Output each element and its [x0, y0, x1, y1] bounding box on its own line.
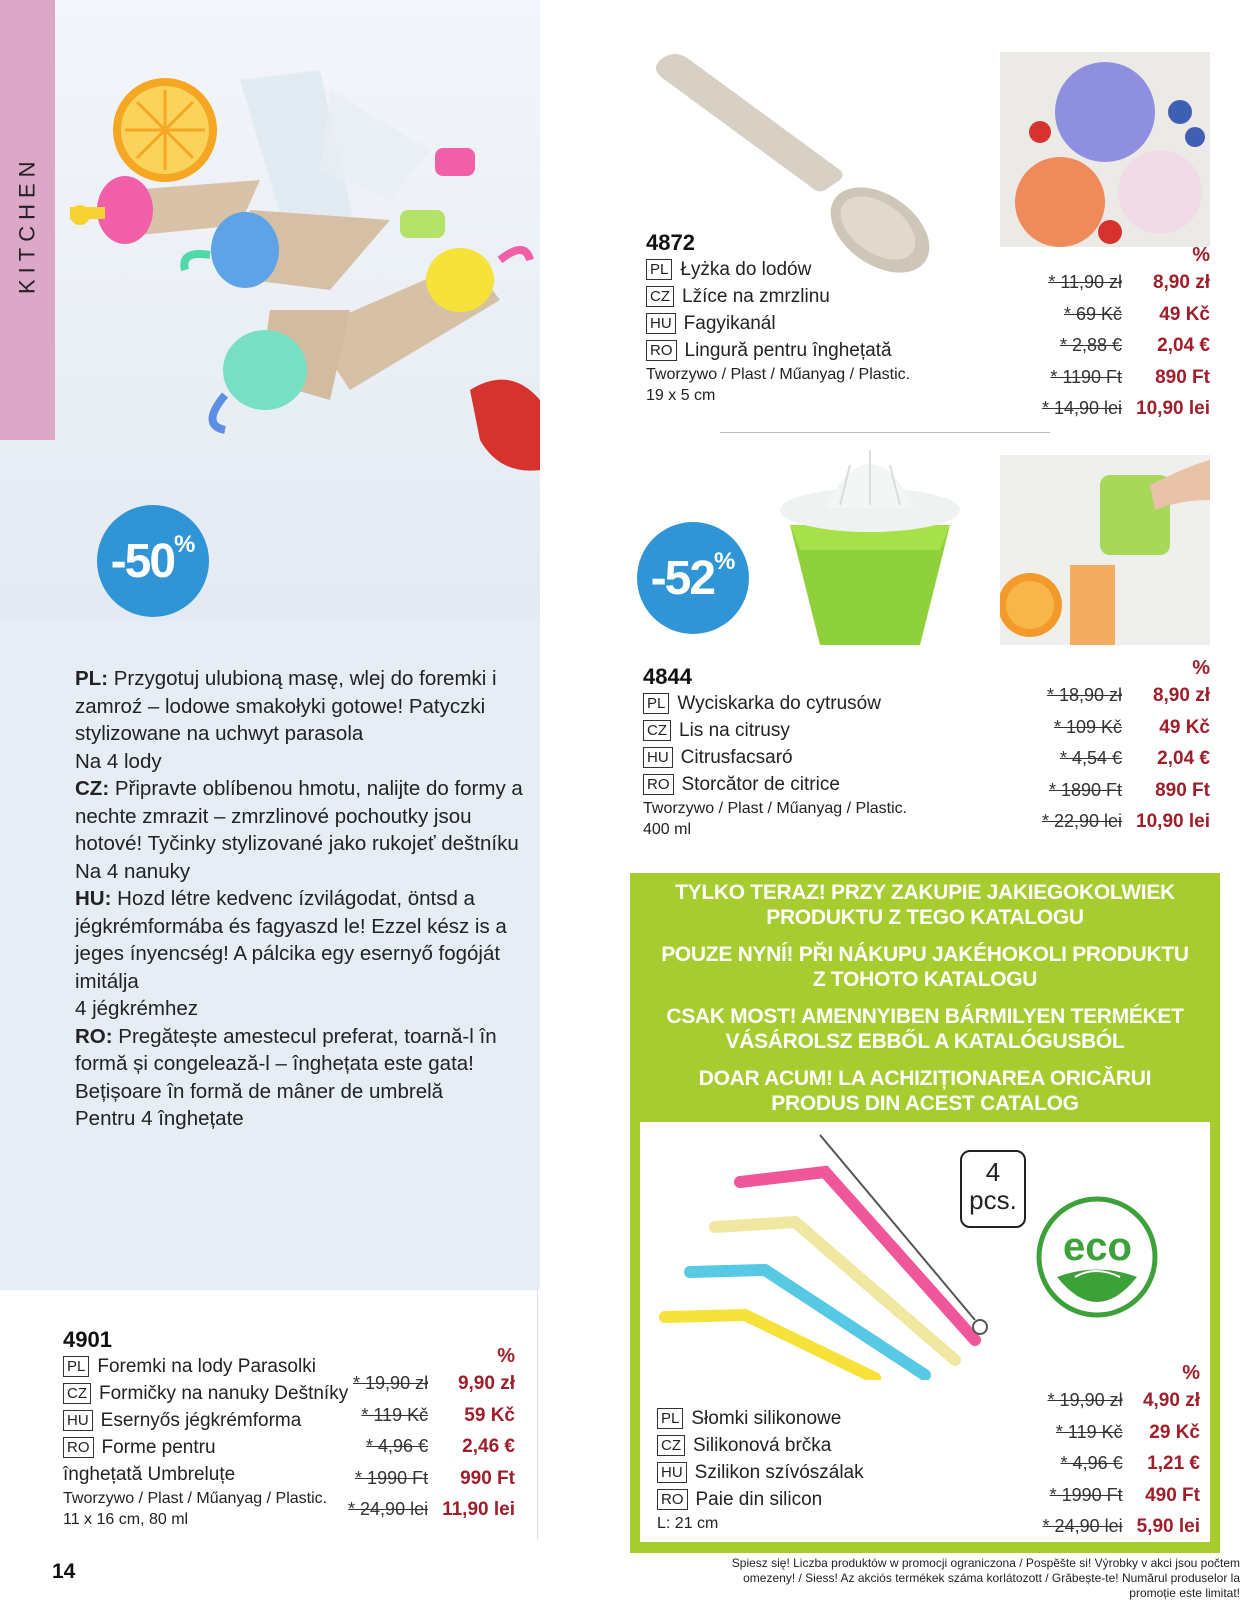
- lang-box: HU: [63, 1410, 93, 1431]
- popsicle-molds-photo: [0, 0, 540, 620]
- lang-box: PL: [657, 1408, 683, 1429]
- old-price: * 69 Kč: [1064, 303, 1123, 324]
- promo-line: PRODUKTU Z TEGO KATALOGU: [766, 906, 1084, 929]
- product-name: Silikonová brčka: [693, 1434, 832, 1456]
- new-price: 9,90 zł: [457, 1373, 515, 1394]
- percent-sign: %: [497, 1345, 515, 1367]
- lang-box: PL: [646, 259, 672, 280]
- product-name: Lžíce na zmrzlinu: [682, 285, 830, 307]
- name-row: [643, 690, 963, 717]
- old-price: * 4,96 €: [1060, 1453, 1123, 1473]
- lang-label-ro: RO:: [75, 1024, 113, 1048]
- product-name: Citrusfacsaró: [680, 746, 793, 768]
- old-price: * 119 Kč: [361, 1404, 429, 1425]
- product-name: Paie din silicon: [695, 1488, 823, 1510]
- price-table: [1025, 680, 1210, 838]
- price-table: [1025, 267, 1210, 425]
- page-number: 14: [52, 1560, 76, 1583]
- new-price: 29 Kč: [1149, 1421, 1200, 1443]
- description-hu: [75, 885, 525, 995]
- new-price: 2,04 €: [1157, 335, 1210, 356]
- lang-box: RO: [646, 340, 677, 361]
- product-name: Wyciskarka do cytrusów: [677, 692, 881, 714]
- ice-cream-photo: [1000, 52, 1210, 247]
- lang-box: CZ: [643, 720, 671, 741]
- lang-box: HU: [657, 1462, 687, 1483]
- percent-sign: %: [1192, 657, 1210, 679]
- name-row: [657, 1405, 977, 1432]
- old-price: * 22,90 lei: [1041, 811, 1123, 831]
- name-row: [646, 310, 966, 337]
- new-price: 4,90 zł: [1142, 1390, 1200, 1411]
- percent-sign: %: [1182, 1362, 1200, 1384]
- new-price: 8,90 zł: [1152, 685, 1210, 706]
- percent-sign: %: [1192, 244, 1210, 266]
- description-qty-hu: 4 jégkrémhez: [75, 997, 199, 1020]
- product-names: [63, 1353, 353, 1488]
- lang-box: RO: [63, 1437, 94, 1458]
- name-row: [646, 283, 966, 310]
- new-price: 2,04 €: [1157, 748, 1210, 769]
- pieces-label: pcs.: [969, 1185, 1017, 1215]
- discount-number: -52: [650, 551, 715, 605]
- product-code: 4901: [63, 1327, 112, 1352]
- new-price: 990 Ft: [460, 1467, 515, 1489]
- new-price: 2,46 €: [462, 1436, 515, 1457]
- citrus-juicer-photo: [770, 440, 970, 650]
- discount-badge-52: [637, 522, 749, 634]
- eco-icon: [1035, 1195, 1160, 1320]
- discount-percent-sign: %: [174, 531, 196, 558]
- lang-box: CZ: [657, 1435, 685, 1456]
- juicer-use-photo: [1000, 455, 1210, 645]
- product-size: 19 x 5 cm: [646, 387, 716, 404]
- lang-box: HU: [643, 747, 673, 768]
- lang-box: HU: [646, 313, 676, 334]
- old-price: * 24,90 lei: [348, 1499, 429, 1519]
- lang-box: RO: [643, 774, 674, 795]
- name-row: [646, 256, 966, 283]
- new-price: 890 Ft: [1155, 366, 1210, 388]
- product-material: Tworzywo / Plast / Műanyag / Plastic.: [63, 1490, 328, 1507]
- lang-label-cz: CZ:: [75, 777, 110, 800]
- discount-number: -50: [110, 534, 175, 588]
- new-price: 1,21 €: [1147, 1453, 1200, 1474]
- old-price: * 24,90 lei: [1042, 1516, 1123, 1536]
- product-4872-prices: [1025, 244, 1210, 425]
- name-row: [643, 771, 963, 798]
- promo-line: Z TOHOTO KATALOGU: [812, 968, 1038, 991]
- product-name: Lis na citrusy: [679, 719, 790, 741]
- product-material: Tworzywo / Plast / Műanyag / Plastic.: [646, 366, 911, 383]
- footer-disclaimer: Spiesz się! Liczba produktów w promocji ograniczona / Pospěšte si! Výrobky v akci jsou počtem omezeny! / Siess! Az akciós termékek száma korlátozott / Grăbește-te! Numărul produselor la promoție este limitat!: [731, 1556, 1240, 1600]
- new-price: 890 Ft: [1155, 779, 1210, 801]
- product-name: Lingură pentru înghețată: [684, 339, 892, 361]
- product-name: Foremki na lody Parasolki: [97, 1355, 316, 1377]
- old-price: * 18,90 zł: [1046, 685, 1123, 705]
- new-price: 49 Kč: [1159, 303, 1210, 325]
- old-price: * 11,90 zł: [1048, 272, 1123, 292]
- product-name: Formičky na nanuky Deštníky: [99, 1382, 349, 1404]
- promo-line: CSAK MOST! AMENNYIBEN BÁRMILYEN TERMÉKET: [666, 1005, 1184, 1028]
- description-ro: [75, 1023, 525, 1106]
- description-qty-pl: Na 4 lody: [75, 749, 162, 773]
- product-name: Fagyikanál: [683, 312, 776, 334]
- description-cz: [75, 775, 525, 858]
- old-price: * 1990 Ft: [355, 1467, 429, 1488]
- new-price: 5,90 lei: [1136, 1516, 1200, 1537]
- product-4844-info: [643, 664, 963, 840]
- old-price: * 19,90 zł: [353, 1373, 429, 1393]
- description-qty-ro: Pentru 4 înghețate: [75, 1107, 244, 1130]
- name-row: [657, 1459, 977, 1486]
- name-row: [643, 744, 963, 771]
- lang-box: RO: [657, 1489, 688, 1510]
- price-table: [1010, 1385, 1200, 1543]
- column-divider: [537, 1290, 538, 1540]
- description-text-pl: Przygotuj ulubioną masę, wlej do foremki i zamroź – lodowe smakołyki gotowe! Patyczki stylizowane na uchwyt parasola: [75, 667, 497, 745]
- promo-line: PRODUS DIN ACEST CATALOG: [771, 1092, 1079, 1115]
- old-price: * 4,54 €: [1059, 748, 1123, 768]
- new-price: 49 Kč: [1159, 716, 1210, 738]
- product-code: 4844: [643, 664, 692, 689]
- name-row: [657, 1486, 977, 1513]
- old-price: * 119 Kč: [1055, 1421, 1123, 1442]
- pieces-count-badge: [960, 1150, 1026, 1228]
- lang-box: PL: [643, 693, 669, 714]
- name-row: [643, 717, 963, 744]
- promo-line: VÁSÁROLSZ EBBŐL A KATALÓGUSBÓL: [725, 1030, 1125, 1053]
- promo-headline: [630, 880, 1220, 1116]
- product-name: Storcător de citrice: [681, 773, 840, 795]
- description-qty-cz: Na 4 nanuky: [75, 859, 191, 883]
- product-name: Esernyős jégkrémforma: [100, 1409, 302, 1431]
- discount-badge-50: [97, 505, 209, 617]
- product-name: Forme pentru: [101, 1436, 216, 1458]
- product-size: L: 21 cm: [657, 1515, 719, 1532]
- lang-label-hu: HU:: [75, 887, 112, 910]
- price-table: [340, 1368, 515, 1526]
- separator-line: [720, 432, 1050, 433]
- product-size: 11 x 16 cm, 80 ml: [63, 1511, 189, 1528]
- old-price: * 1890 Ft: [1049, 779, 1123, 800]
- description-text-cz: Připravte oblíbenou hmotu, nalijte do formy a nechte zmrazit – zmrzlinové pochoutky jsou hotové! Tyčinky stylizované jako rukojeť deštníku: [75, 777, 523, 855]
- pieces-number: 4: [985, 1157, 1001, 1187]
- lang-box: PL: [63, 1356, 89, 1377]
- product-name: Słomki silikonowe: [691, 1407, 842, 1429]
- name-row: [657, 1432, 977, 1459]
- discount-percent-sign: %: [714, 548, 736, 575]
- promo-line: POUZE NYNÍ! PŘI NÁKUPU JAKÉHOKOLI PRODUKTU: [661, 943, 1189, 966]
- new-price: 11,90 lei: [442, 1499, 515, 1520]
- new-price: 490 Ft: [1145, 1484, 1200, 1506]
- name-row: [63, 1380, 353, 1407]
- product-material: Tworzywo / Plast / Műanyag / Plastic.: [643, 800, 908, 817]
- product-description: [75, 665, 525, 1133]
- lang-box: CZ: [63, 1383, 91, 1404]
- old-price: * 1190 Ft: [1050, 366, 1123, 387]
- lang-label-pl: PL:: [75, 667, 109, 690]
- product-name: Łyżka do lodów: [680, 258, 812, 280]
- product-4901-info: [63, 1327, 353, 1530]
- name-row: [63, 1407, 353, 1434]
- name-row: [63, 1353, 353, 1380]
- new-price: 10,90 lei: [1136, 811, 1210, 832]
- name-row: [646, 337, 966, 364]
- old-price: * 1990 Ft: [1049, 1484, 1123, 1505]
- product-code: 4872: [646, 230, 695, 255]
- description-pl: [75, 665, 525, 748]
- product-straws-prices: [1010, 1362, 1200, 1543]
- description-text-ro: Pregătește amestecul preferat, toarnă-l în formă și congelează-l – înghețata este gata! Bețișoare în formă de mâner de umbrelă: [75, 1024, 497, 1103]
- promo-line: DOAR ACUM! LA ACHIZIȚIONAREA ORICĂRUI: [698, 1067, 1152, 1090]
- promo-line: TYLKO TERAZ! PRZY ZAKUPIE JAKIEGOKOLWIEK: [675, 881, 1175, 904]
- product-4872-info: [646, 230, 966, 406]
- section-label: KITCHEN: [14, 155, 40, 295]
- old-price: * 4,96 €: [366, 1436, 429, 1456]
- old-price: * 109 Kč: [1054, 716, 1123, 737]
- old-price: * 19,90 zł: [1047, 1390, 1123, 1410]
- name-row: [63, 1434, 353, 1461]
- new-price: 59 Kč: [464, 1404, 515, 1426]
- product-4844-prices: [1025, 657, 1210, 838]
- silicone-straws-photo: [645, 1130, 1005, 1380]
- product-4901-prices: [340, 1345, 515, 1526]
- new-price: 8,90 zł: [1152, 272, 1210, 293]
- name-row-continued: înghețată Umbreluțe: [63, 1463, 236, 1485]
- new-price: 10,90 lei: [1136, 398, 1210, 419]
- eco-label: eco: [1063, 1225, 1132, 1269]
- description-text-hu: Hozd létre kedvenc ízvilágodat, öntsd a jégkrémformába és fagyaszd le! Ezzel kész is a jeges ínyencség! A pálcika egy esernyő fogóját imitálja: [75, 887, 507, 993]
- old-price: * 2,88 €: [1059, 335, 1123, 355]
- product-size: 400 ml: [643, 821, 692, 838]
- product-straws-info: [657, 1405, 977, 1534]
- old-price: * 14,90 lei: [1041, 398, 1123, 418]
- lang-box: CZ: [646, 286, 674, 307]
- product-name: Szilikon szívószálak: [694, 1461, 864, 1483]
